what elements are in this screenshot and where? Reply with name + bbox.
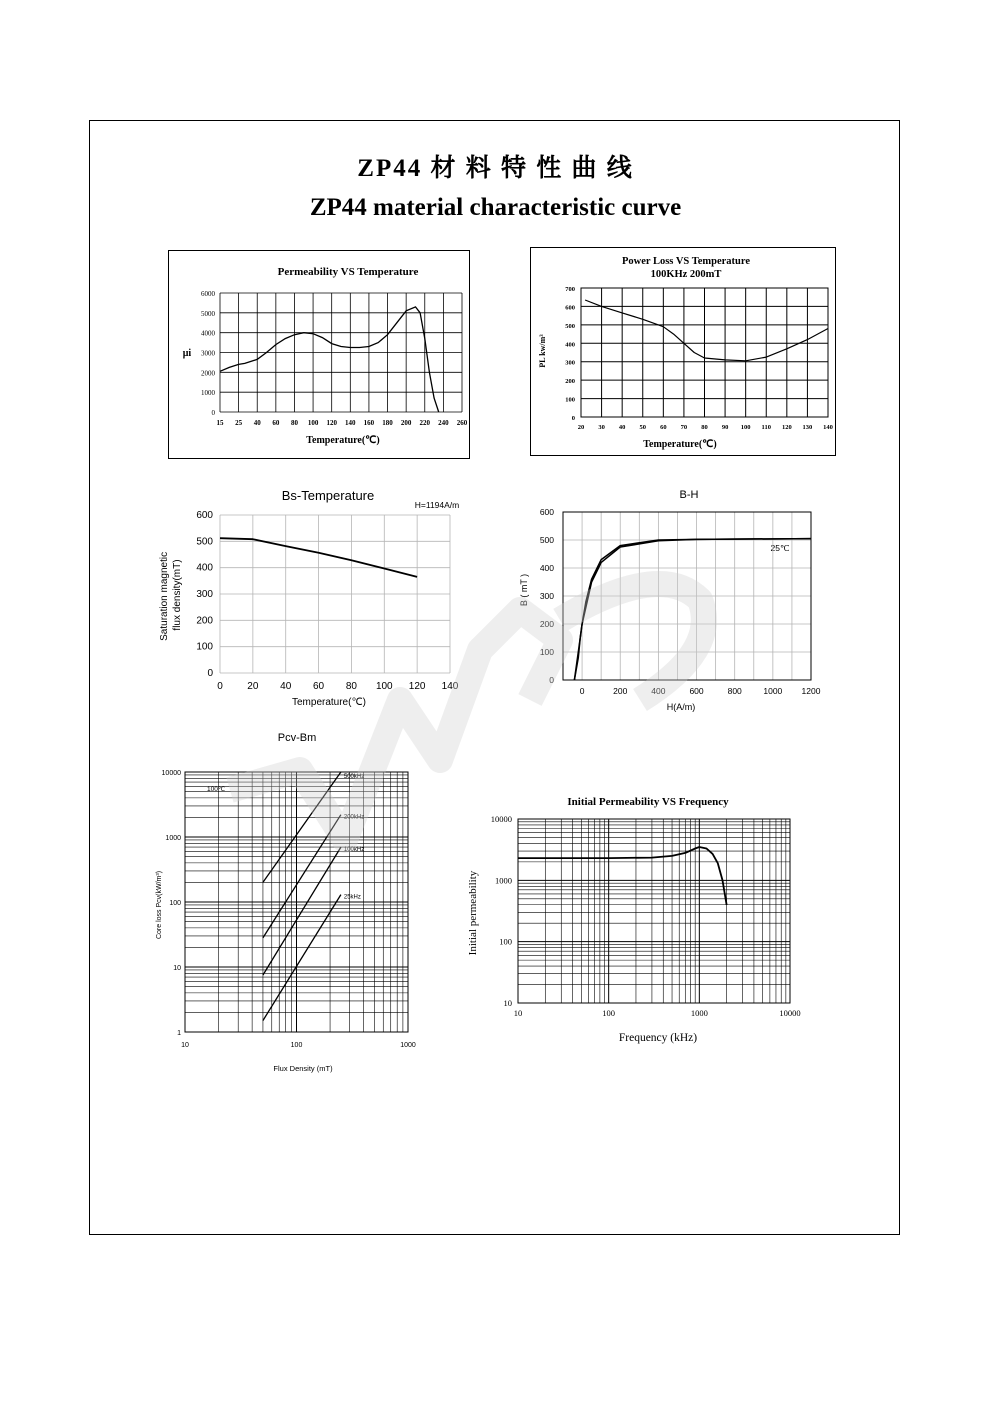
y-tick-label: 100 <box>169 900 181 907</box>
x-tick-label: 80 <box>701 424 708 431</box>
chart-title: Initial Permeability VS Frequency <box>567 796 729 808</box>
y-tick-label: 300 <box>196 589 213 600</box>
x-tick-label: 120 <box>408 681 426 692</box>
series-line-PL <box>585 300 828 361</box>
x-tick-label: 80 <box>345 681 357 692</box>
y-tick-label: 200 <box>196 615 213 627</box>
series-label: 500kHz <box>343 774 365 780</box>
y-tick-label: 3000 <box>201 349 215 358</box>
title-chinese: ZP44 材 料 特 性 曲 线 <box>357 155 634 182</box>
x-tick-label: 260 <box>456 419 468 427</box>
plot-frame <box>518 819 790 1003</box>
x-axis-label: H(A/m) <box>666 702 696 712</box>
y-tick-label: 100 <box>196 641 213 653</box>
y-axis-label: μi <box>182 348 192 359</box>
y-tick-label: 1000 <box>201 389 215 398</box>
x-tick-label: 25 <box>235 419 243 427</box>
x-tick-label: 140 <box>823 424 833 431</box>
x-tick-label: 1200 <box>801 686 821 696</box>
series-label: 200kHz <box>343 814 365 821</box>
x-tick-label: 1000 <box>400 1042 416 1049</box>
x-tick-label: 0 <box>217 681 223 692</box>
chart-title: B-H <box>679 489 699 501</box>
chart-annotation: 100℃ <box>207 786 226 793</box>
x-tick-label: 90 <box>721 424 729 431</box>
chart-permeability-frequency <box>458 785 818 1050</box>
y-tick-label: 500 <box>196 536 213 548</box>
y-tick-label: 6000 <box>201 290 215 298</box>
y-axis-label: Initial permeability <box>467 870 479 956</box>
series-line-25kHz <box>263 895 341 1021</box>
x-tick-label: 70 <box>680 424 688 431</box>
chart-title: Pcv-Bm <box>277 732 317 744</box>
title-english: ZP44 material characteristic curve <box>309 194 682 221</box>
x-tick-label: 220 <box>419 419 431 427</box>
x-tick-label: 800 <box>727 686 742 696</box>
x-tick-label: 140 <box>345 419 356 427</box>
x-tick-label: 100 <box>290 1042 303 1049</box>
x-tick-label: 60 <box>272 419 280 427</box>
y-tick-label: 200 <box>539 619 554 629</box>
y-tick-label: 1000 <box>165 835 181 842</box>
y-tick-label: 100 <box>565 396 575 404</box>
y-tick-label: 10000 <box>161 770 181 777</box>
series-label: 100kHz <box>343 847 365 854</box>
y-tick-label: 1 <box>177 1030 181 1037</box>
y-tick-label: 400 <box>565 341 575 349</box>
y-tick-label: 700 <box>565 286 575 293</box>
x-axis-label: Temperature(℃) <box>306 435 380 446</box>
y-tick-label: 100 <box>499 936 512 947</box>
y-tick-label: 600 <box>196 510 213 521</box>
x-tick-label: 10 <box>513 1008 523 1018</box>
x-tick-label: 60 <box>313 681 325 692</box>
x-tick-label: 10000 <box>779 1008 801 1018</box>
x-tick-label: 140 <box>441 681 459 692</box>
y-tick-label: 400 <box>539 563 554 573</box>
x-tick-label: 15 <box>216 419 224 427</box>
y-tick-label: 10 <box>173 965 181 972</box>
chart-bs-temperature <box>150 485 480 715</box>
y-tick-label: 2000 <box>201 369 215 378</box>
chart-title: Power Loss VS Temperature <box>621 256 751 267</box>
y-tick-label: 4000 <box>201 329 215 338</box>
x-tick-label: 200 <box>613 686 628 696</box>
x-axis-label: Temperature(℃) <box>291 697 367 708</box>
y-tick-label: 0 <box>571 415 575 422</box>
x-tick-label: 40 <box>253 419 261 427</box>
y-tick-label: 0 <box>207 668 213 679</box>
chart-powerloss-temperature <box>530 247 836 456</box>
y-axis-label <box>159 549 183 641</box>
x-tick-label: 10 <box>181 1042 189 1049</box>
x-tick-label: 20 <box>577 424 585 431</box>
x-tick-label: 160 <box>363 419 375 427</box>
x-tick-label: 120 <box>781 424 792 431</box>
x-tick-label: 1000 <box>690 1008 708 1018</box>
y-tick-label: 5000 <box>201 309 215 318</box>
y-axis-label-line2: flux density(mT) <box>172 559 183 631</box>
series-label: 25kHz <box>343 894 361 901</box>
x-tick-label: 100 <box>307 419 319 427</box>
y-axis-label: B ( mT ) <box>519 573 529 607</box>
y-tick-label: 300 <box>539 591 554 601</box>
x-tick-label: 20 <box>247 681 259 692</box>
x-tick-label: 100 <box>740 424 751 431</box>
y-tick-label: 500 <box>539 535 554 545</box>
y-tick-label: 10000 <box>490 814 512 824</box>
x-tick-label: 400 <box>651 686 666 696</box>
y-tick-label: 0 <box>211 409 215 417</box>
x-tick-label: 50 <box>639 424 646 431</box>
x-tick-label: 60 <box>660 424 667 431</box>
chart-pcv-bm <box>150 725 435 1080</box>
x-tick-label: 130 <box>802 424 813 431</box>
y-tick-label: 600 <box>539 507 554 517</box>
x-tick-label: 110 <box>761 424 771 431</box>
y-axis-label: PL kw/m³ <box>538 334 547 368</box>
y-axis-label: Core loss Pcv(kW/m³) <box>156 870 163 940</box>
series-line-upper-branch <box>574 539 811 680</box>
chart-annotation: 25℃ <box>770 543 790 553</box>
y-axis-label-line1: Saturation magnetic <box>159 551 170 641</box>
y-tick-label: 500 <box>565 322 575 330</box>
x-tick-label: 0 <box>579 686 585 696</box>
y-tick-label: 1000 <box>495 875 512 886</box>
x-tick-label: 40 <box>280 681 292 692</box>
chart-subtitle: 100KHz 200mT <box>650 269 722 280</box>
y-tick-label: 300 <box>565 359 575 367</box>
x-tick-label: 80 <box>290 419 298 427</box>
x-tick-label: 30 <box>598 424 605 431</box>
x-tick-label: 180 <box>382 419 393 427</box>
y-tick-label: 0 <box>549 675 554 685</box>
x-axis-label: Flux Density (mT) <box>273 1064 333 1073</box>
y-tick-label: 10 <box>503 998 512 1008</box>
x-tick-label: 600 <box>689 686 704 696</box>
x-tick-label: 100 <box>602 1008 616 1018</box>
y-tick-label: 400 <box>196 562 213 574</box>
x-tick-label: 1000 <box>763 686 783 696</box>
x-tick-label: 120 <box>326 419 337 427</box>
x-tick-label: 240 <box>438 419 449 427</box>
x-tick-label: 40 <box>618 424 626 431</box>
chart-b-h <box>515 485 825 715</box>
y-tick-label: 100 <box>539 647 554 657</box>
y-tick-label: 200 <box>565 378 575 386</box>
x-axis-label: Temperature(℃) <box>643 439 717 450</box>
x-tick-label: 100 <box>375 681 393 692</box>
chart-permeability-temperature <box>168 250 470 459</box>
chart-annotation: H=1194A/m <box>414 500 460 510</box>
series-line-200kHz <box>263 815 341 938</box>
series-line-lower-branch <box>574 539 811 680</box>
x-tick-label: 200 <box>400 419 412 427</box>
chart-title: Bs-Temperature <box>281 488 375 503</box>
y-tick-label: 600 <box>565 304 575 312</box>
x-axis-label: Frequency (kHz) <box>618 1032 698 1044</box>
chart-title: Permeability VS Temperature <box>277 266 419 278</box>
